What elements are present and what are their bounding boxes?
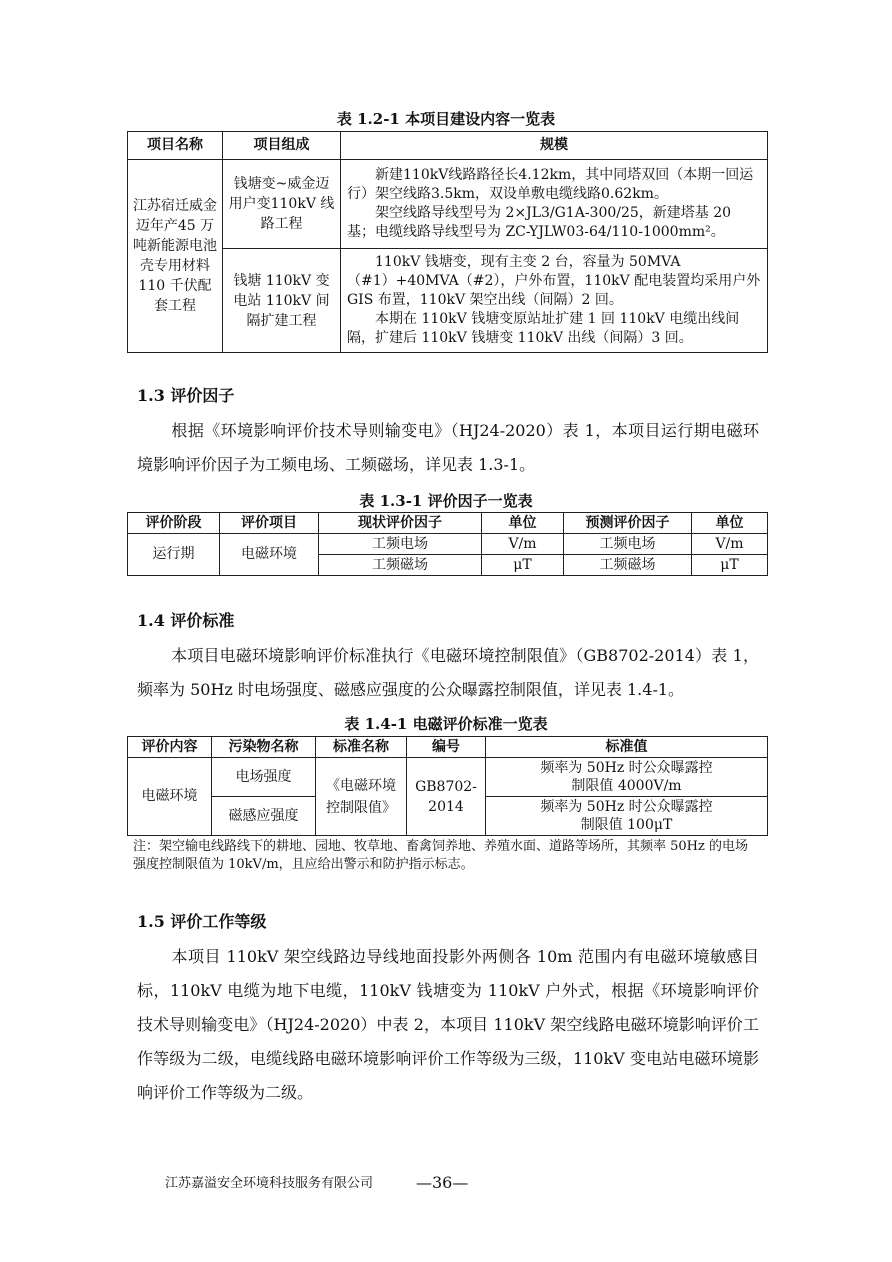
content-cell: 电磁环境	[128, 758, 212, 836]
unit-cell: V/m	[482, 534, 564, 555]
unit-cell: V/m	[692, 534, 768, 555]
pollutant-cell: 电场强度	[212, 758, 316, 797]
table-header-cell: 项目组成	[223, 132, 341, 160]
table-header-cell: 预测评价因子	[564, 513, 692, 534]
construction-content-table	[127, 131, 768, 353]
table-caption-1-4-1: 表 1.4-1 电磁评价标准一览表	[344, 715, 548, 733]
paragraph-text: 本项目电磁环境影响评价标准执行《电磁环境控制限值》（GB8702-2014）表 1，频率为 50Hz 时电场强度、磁感应强度的公众曝露控制限值，详见表 1.4-1。	[137, 646, 759, 699]
scale-cell	[341, 249, 768, 353]
footer-company: 江苏嘉溢安全环境科技服务有限公司	[165, 1176, 374, 1191]
unit-cell: μT	[692, 555, 768, 576]
scale-paragraph: 本期在 110kV 钱塘变原站址扩建 1 回 110kV 电缆出线间隔，扩建后 110kV 钱塘变 110kV 出线（间隔）3 回。	[347, 311, 740, 346]
table-header-cell: 编号	[407, 737, 486, 758]
item-cell: 电磁环境	[220, 534, 319, 576]
table-header-cell: 评价项目	[220, 513, 319, 534]
standard-name-cell: 《电磁环境控制限值》	[316, 758, 407, 836]
unit-cell: μT	[482, 555, 564, 576]
predicted-factor-cell: 工频电场	[564, 534, 692, 555]
scale-paragraph: 架空线路导线型号为 2×JL3/G1A-300/25，新建塔基 20 基；电缆线路导线型号为 ZC-YJLW03-64/110-1000mm²。	[347, 205, 732, 240]
table-header-cell: 污染物名称	[212, 737, 316, 758]
table-header-cell: 标准值	[486, 737, 768, 758]
table-note: 注：架空输电线路线下的耕地、园地、牧草地、畜禽饲养地、养殖水面、道路等场所，其频率 50Hz 的电场强度控制限值为 10kV/m，且应给出警示和防护指示标志。	[133, 839, 748, 872]
standard-value-cell: 频率为 50Hz 时公众曝露控制限值 4000V/m	[486, 758, 768, 797]
stage-cell: 运行期	[128, 534, 220, 576]
table-header-cell: 现状评价因子	[319, 513, 482, 534]
section-paragraph	[137, 639, 759, 707]
section-heading-1-3: 1.3 评价因子	[137, 386, 235, 405]
section-heading-1-5: 1.5 评价工作等级	[137, 912, 267, 931]
paragraph-text: 根据《环境影响评价技术导则输变电》（HJ24-2020）表 1，本项目运行期电磁环境影响评价因子为工频电场、工频磁场，详见表 1.3-1。	[137, 421, 759, 474]
project-name-cell: 江苏宿迁威金迈年产45 万吨新能源电池壳专用材料110 千伏配套工程	[128, 160, 223, 353]
evaluation-factor-table	[127, 512, 768, 576]
table-header-cell: 单位	[482, 513, 564, 534]
table-header-cell: 单位	[692, 513, 768, 534]
table-header-cell: 标准名称	[316, 737, 407, 758]
current-factor-cell: 工频磁场	[319, 555, 482, 576]
table-header-cell: 评价阶段	[128, 513, 220, 534]
table-header-cell: 项目名称	[128, 132, 223, 160]
standard-table	[127, 736, 768, 836]
scale-cell	[341, 160, 768, 249]
component-cell: 钱塘 110kV 变电站 110kV 间隔扩建工程	[223, 249, 341, 353]
scale-paragraph: 110kV 钱塘变，现有主变 2 台，容量为 50MVA（#1）+40MVA（#2），户外布置，110kV 配电装置均采用户外 GIS 布置，110kV 架空出线（间隔）2 回。	[347, 254, 761, 308]
standard-value-cell: 频率为 50Hz 时公众曝露控制限值 100μT	[486, 797, 768, 836]
scale-paragraph: 新建110kV线路路径长4.12km，其中同塔双回（本期一回运行）架空线路3.5km，双设单敷电缆线路0.62km。	[347, 167, 754, 202]
predicted-factor-cell: 工频磁场	[564, 555, 692, 576]
page-number: —36—	[416, 1173, 469, 1192]
pollutant-cell: 磁感应强度	[212, 797, 316, 836]
table-caption-1-2-1: 表 1.2-1 本项目建设内容一览表	[336, 110, 556, 128]
table-caption-1-3-1: 表 1.3-1 评价因子一览表	[359, 492, 533, 510]
table-header-cell: 规模	[341, 132, 768, 160]
component-cell: 钱塘变~威金迈用户变110kV 线路工程	[223, 160, 341, 249]
section-paragraph	[137, 940, 759, 1110]
current-factor-cell: 工频电场	[319, 534, 482, 555]
table-header-cell: 评价内容	[128, 737, 212, 758]
section-heading-1-4: 1.4 评价标准	[137, 611, 235, 630]
paragraph-text: 本项目 110kV 架空线路边导线地面投影外两侧各 10m 范围内有电磁环境敏感目标，110kV 电缆为地下电缆，110kV 钱塘变为 110kV 户外式，根据《环境影响评价技术导则输变电》（HJ24-2020）中表 2，本项目 110kV 架空线路电磁环境影响评价工作等级为二级，电缆线路电磁环境影响评价工作等级为三级，110kV 变电站电磁环境影响评价工作等级为二级。	[137, 947, 759, 1102]
code-cell: GB8702-2014	[407, 758, 486, 836]
section-paragraph	[137, 414, 759, 482]
